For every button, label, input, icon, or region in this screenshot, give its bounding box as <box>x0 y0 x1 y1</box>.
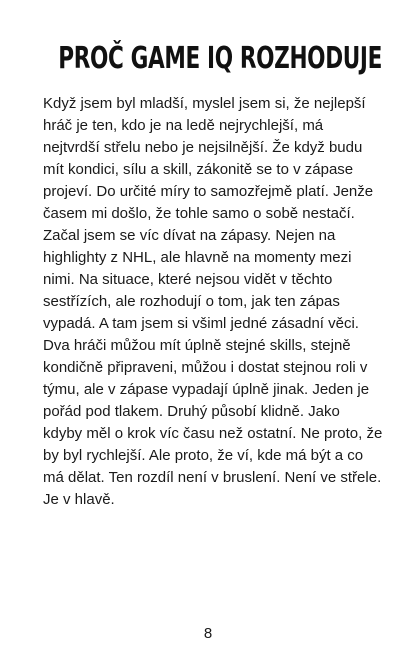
paragraph: Začal jsem se víc dívat na zápasy. Nejen na highlighty z NHL, ale hlavně na momenty mezi nimi. Na situace, které nejsou vidět v těchto sestřízích, ale rozhodují o tom, jak ten zápas vypadá. A tam jsem si všiml jedné zásadní věci. Dva hráči můžou mít úplně stejné skills, stejně kondičně připraveni, můžou i dostat stejnou roli v týmu, ale v zápase vypadají úplně jinak. Jeden je pořád pod tlakem. Druhý působí klidně. Jako kdyby měl o krok víc času než ostatní. Ne proto, že by byl rychlejší. Ale proto, že ví, kde má být a co má dělat. Ten rozdíl není v bruslení. Není ve střele. Je v hlavě. <box>43 227 383 508</box>
paragraph: Když jsem byl mladší, myslel jsem si, že nejlepší hráč je ten, kdo je na ledě nejrychlejší, má nejtvrdší střelu nebo je nejsilnější. Že když budu mít kondici, sílu a skill, zákonitě se to v zápase projeví. Do určité míry to samozřejmě platí. Jenže časem mi došlo, že tohle samo o sobě nestačí. <box>43 95 374 222</box>
chapter-title: PROČ GAME IQ ROZHODUJE <box>58 41 383 76</box>
page-number: 8 <box>203 625 213 642</box>
chapter-body <box>43 93 383 511</box>
